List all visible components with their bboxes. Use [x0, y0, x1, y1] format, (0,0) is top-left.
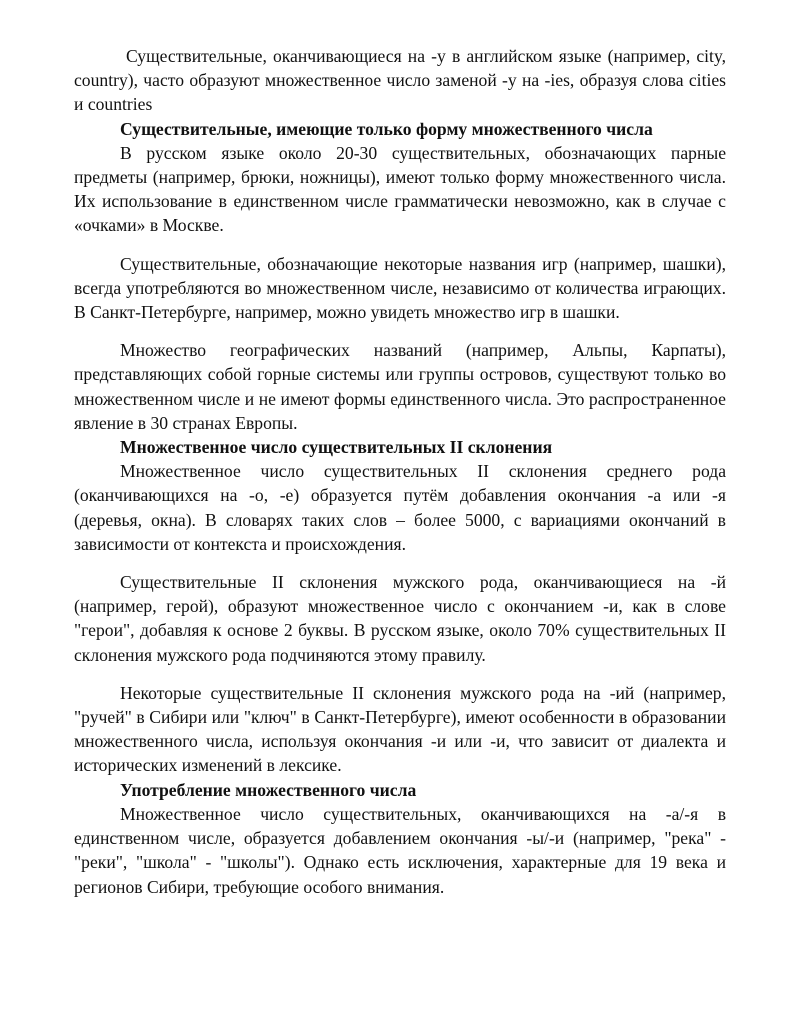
section-heading: Существительные, имеющие только форму множественного числа [120, 118, 653, 139]
body-paragraph: Существительные II склонения мужского рода, оканчивающиеся на -й (например, герой), образуют множественное число с окончанием -и, как в слове "герои", добавляя к основе 2 буквы. В русском языке, около 70% существительных II склонения мужского рода подчиняются этому правилу. [74, 572, 726, 665]
section-heading: Множественное число существительных II склонения [120, 437, 553, 458]
body-paragraph: Множественное число существительных II склонения среднего рода (оканчивающихся на -о, -е) образуется путём добавления окончания -а или -я (деревья, окна). В словарях таких слов – более 5000, с вариациями окончаний в зависимости от контекста и происхождения. [74, 461, 726, 554]
body-paragraph: Некоторые существительные II склонения мужского рода на -ий (например, "ручей" в Сибири или "ключ" в Санкт-Петербурге), имеют особенности в образовании множественного числа, используя окончания -и или -и, что зависит от диалекта и исторических изменений в лексике. [74, 682, 726, 776]
section-plural-usage [74, 778, 726, 899]
section-plural-only [74, 117, 726, 435]
document-page [74, 44, 726, 899]
body-paragraph: В русском языке около 20-30 существительных, обозначающих парные предметы (например, брюки, ножницы), имеют только форму множественного числа. Их использование в единственном числе грамматически невозможно, как в случае с «очками» в Москве. [74, 142, 726, 236]
section-heading: Употребление множественного числа [120, 779, 417, 800]
section-second-declension [74, 435, 726, 778]
body-paragraph: Существительные, обозначающие некоторые названия игр (например, шашки), всегда употребляются во множественном числе, независимо от количества играющих. В Санкт-Петербурге, например, можно увидеть множество игр в шашки. [74, 253, 726, 323]
body-paragraph: Множество географических названий (например, Альпы, Карпаты), представляющих собой горные системы или группы островов, существуют только во множественном числе и не имеют формы единственного числа. Это распространенное явление в 30 странах Европы. [74, 340, 726, 433]
intro-paragraph: Существительные, оканчивающиеся на -у в английском языке (например, city, country), часто образуют множественное число заменой -у на -ies, образуя слова cities и countries [74, 46, 726, 115]
body-paragraph: Множественное число существительных, оканчивающихся на -а/-я в единственном числе, образуется добавлением окончания -ы/-и (например, "река" - "реки", "школа" - "школы"). Однако есть исключения, характерные для 19 века и регионов Сибири, требующие особого внимания. [74, 803, 726, 897]
